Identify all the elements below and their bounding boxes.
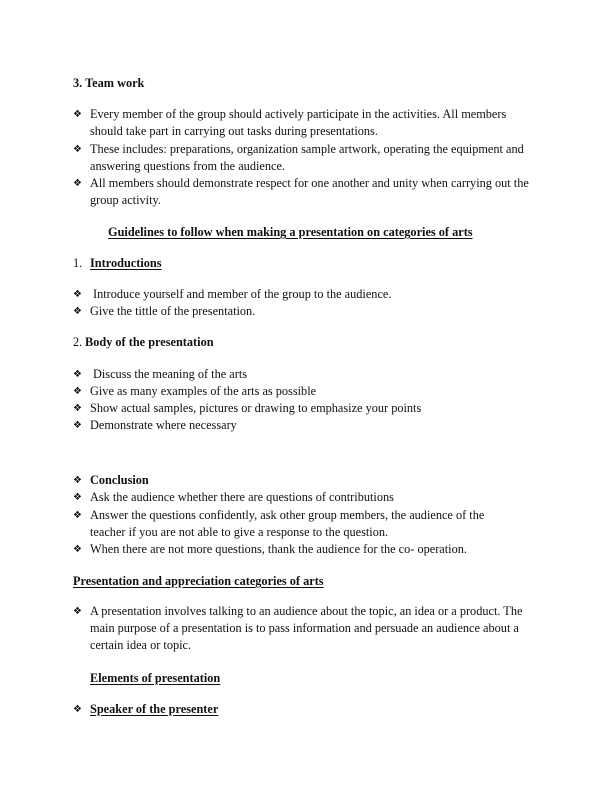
- bullet-icon: ❖: [73, 178, 82, 189]
- bullet-icon: ❖: [73, 492, 82, 503]
- list-item: Every member of the group should actively participate in the activities. All members should take part in carrying out tasks during presentations.: [90, 107, 507, 139]
- bullet-icon: ❖: [73, 386, 82, 397]
- section-heading-team-work: 3. Team work: [73, 76, 145, 90]
- elements-heading: Elements of presentation: [90, 671, 221, 685]
- bullet-icon: ❖: [73, 403, 82, 414]
- list-item: Answer the questions confidently, ask other group members, the audience of the teacher if you are not able to give a response to the question.: [90, 508, 485, 540]
- guidelines-heading: Guidelines to follow when making a presentation on categories of arts: [108, 225, 473, 239]
- list-item: When there are not more questions, thank the audience for the co- operation.: [90, 542, 467, 556]
- list-item: These includes: preparations, organization sample artwork, operating the equipment and answering questions from the audience.: [90, 142, 524, 174]
- body-number: 2.: [73, 335, 83, 349]
- list-item: A presentation involves talking to an audience about the topic, an idea or a product. The main purpose of a presentation is to pass information and persuade an audience about a certain idea or topic.: [90, 604, 523, 653]
- bullet-icon: ❖: [73, 475, 82, 486]
- intro-heading: Introductions: [90, 256, 162, 270]
- list-item: Ask the audience whether there are questions of contributions: [90, 490, 394, 504]
- bullet-icon: ❖: [73, 704, 82, 715]
- conclusion-heading: Conclusion: [90, 473, 149, 487]
- body-heading: Body of the presentation: [85, 335, 214, 349]
- bullet-icon: ❖: [73, 144, 82, 155]
- bullet-icon: ❖: [73, 109, 82, 120]
- list-item: Introduce yourself and member of the group to the audience.: [93, 287, 392, 301]
- list-item: Show actual samples, pictures or drawing to emphasize your points: [90, 401, 422, 415]
- list-item: Discuss the meaning of the arts: [93, 367, 248, 381]
- bullet-icon: ❖: [73, 289, 82, 300]
- speaker-heading: Speaker of the presenter: [90, 702, 219, 716]
- list-item: Demonstrate where necessary: [90, 418, 237, 432]
- list-item: Give as many examples of the arts as possible: [90, 384, 317, 398]
- bullet-icon: ❖: [73, 306, 82, 317]
- bullet-icon: ❖: [73, 420, 82, 431]
- bullet-icon: ❖: [73, 369, 82, 380]
- intro-number: 1.: [73, 256, 83, 270]
- list-item: Give the tittle of the presentation.: [90, 304, 256, 318]
- bullet-icon: ❖: [73, 510, 82, 521]
- appreciation-heading: Presentation and appreciation categories of arts: [73, 574, 324, 588]
- bullet-icon: ❖: [73, 606, 82, 617]
- bullet-icon: ❖: [73, 544, 82, 555]
- list-item: All members should demonstrate respect for one another and unity when carrying out the group activity.: [90, 176, 529, 208]
